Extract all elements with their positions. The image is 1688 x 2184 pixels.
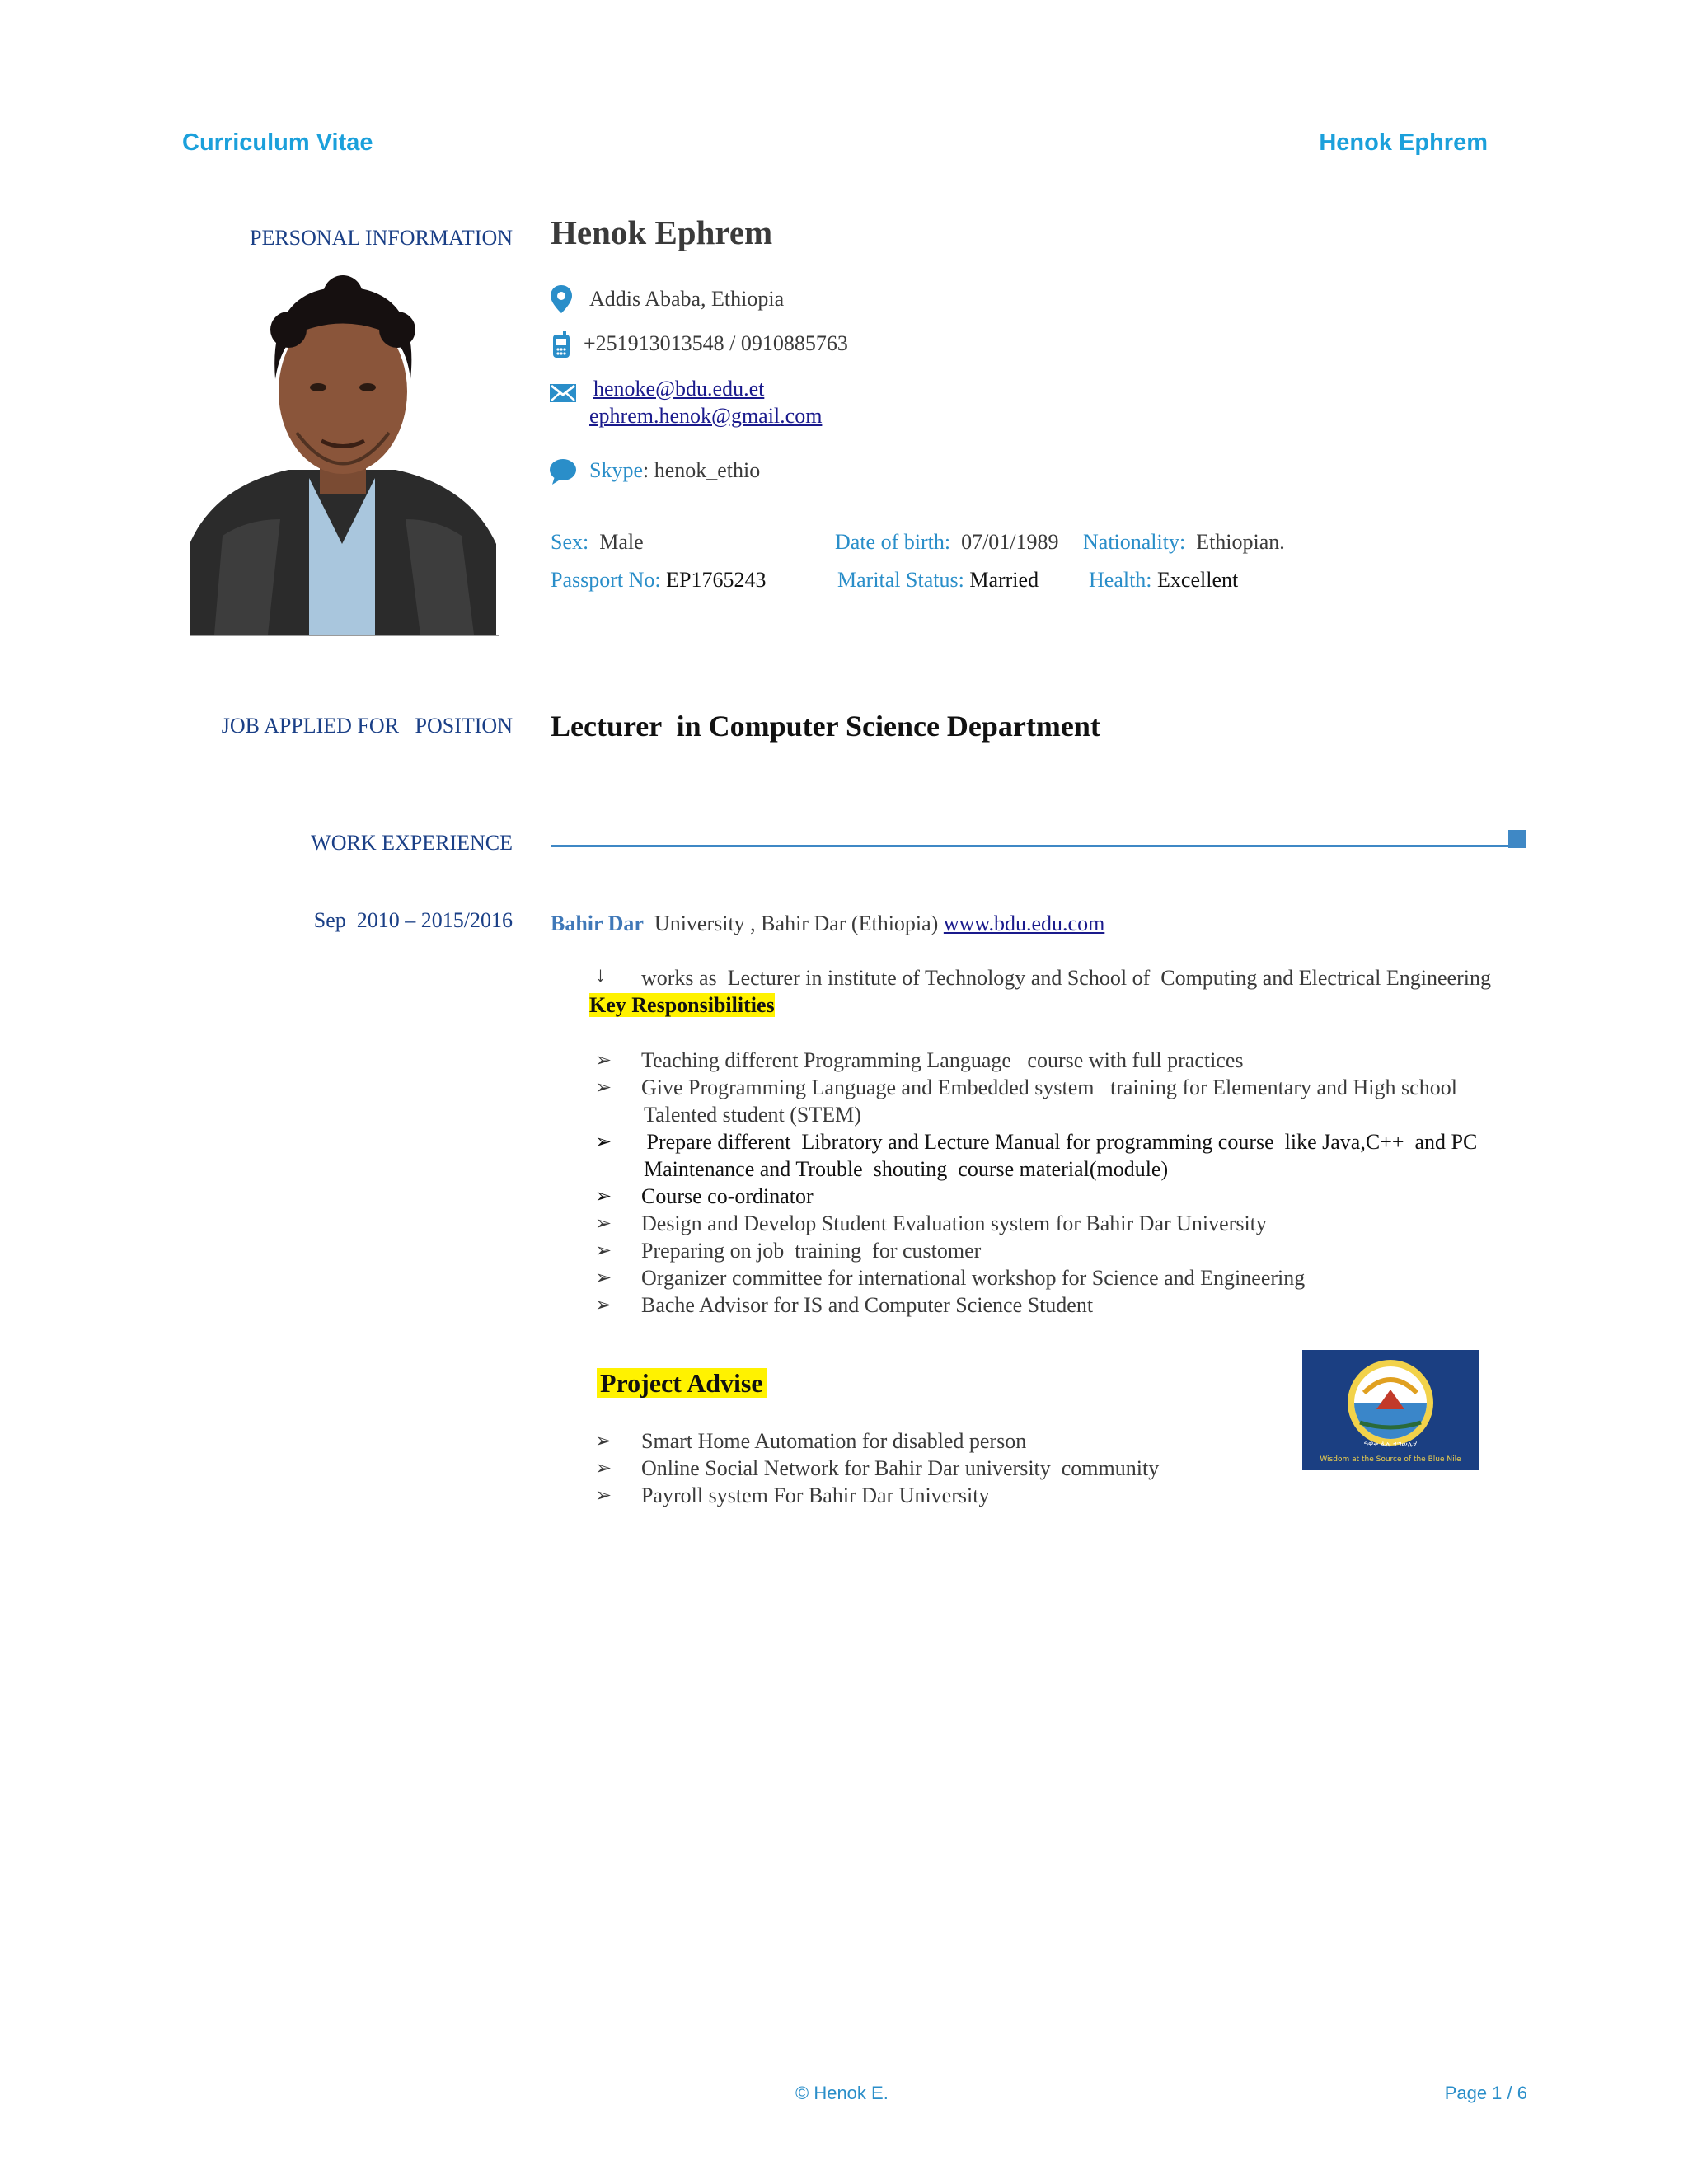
section-divider-square [1508, 830, 1526, 848]
employer-line [551, 912, 1104, 936]
passport-label: Passport No: [551, 568, 661, 592]
job-applied-label: JOB APPLIED FOR POSITION [221, 714, 513, 738]
marital-value: Married [969, 568, 1039, 592]
mobile-phone-icon [553, 331, 570, 362]
footer-page-number: Page 1 / 6 [1444, 2083, 1527, 2103]
logo-amharic-text: ዓዋቂ ፋሉ ተገሠሌሃ [1363, 1441, 1418, 1449]
list-item: ➢ Preparing on job training for customer [595, 1239, 982, 1263]
arrow-bullet-icon: ➢ [595, 1212, 612, 1235]
photo-underline [190, 635, 499, 636]
passport-field [551, 568, 766, 593]
nationality-field [1083, 530, 1285, 555]
email-link-work[interactable]: henoke@bdu.edu.et [593, 377, 765, 401]
arrow-bullet-icon: ➢ [595, 1048, 612, 1071]
arrow-bullet-icon: ➢ [595, 1293, 612, 1316]
sex-field [551, 530, 644, 555]
sex-value: Male [599, 530, 644, 554]
role-description: works as Lecturer in institute of Technology and School of Computing and Electrical Engineering [641, 966, 1491, 990]
personal-info-label: PERSONAL INFORMATION [249, 226, 513, 250]
role-arrow: ↓ [595, 963, 606, 987]
dob-label: Date of birth: [835, 530, 951, 554]
skype-label: Skype [589, 458, 643, 482]
arrow-bullet-icon: ➢ [595, 1076, 612, 1099]
arrow-bullet-icon: ➢ [595, 1130, 612, 1153]
sex-label: Sex: [551, 530, 589, 554]
employer-url-link[interactable]: www.bdu.edu.com [943, 912, 1105, 935]
health-label: Health: [1089, 568, 1152, 592]
email-link-gmail[interactable]: ephrem.henok@gmail.com [589, 404, 823, 428]
employer-location: University , Bahir Dar (Ethiopia) [654, 912, 939, 935]
list-item: ➢ Smart Home Automation for disabled person [595, 1429, 1027, 1453]
location-pin-icon [551, 285, 572, 317]
arrow-bullet-icon: ➢ [595, 1266, 612, 1289]
list-item: ➢ Bache Advisor for IS and Computer Science Student [595, 1293, 1094, 1317]
address: Addis Ababa, Ethiopia [589, 287, 785, 311]
skype-value: : henok_ethio [643, 458, 761, 482]
projects-list [595, 1427, 1159, 1509]
dob-field [835, 530, 1059, 555]
list-item: ➢ Course co-ordinator [595, 1184, 814, 1208]
email-envelope-icon [550, 384, 576, 406]
university-logo [1302, 1350, 1479, 1470]
project-advise-heading: Project Advise [597, 1368, 767, 1398]
marital-field [837, 568, 1039, 593]
employer-name: Bahir Dar [551, 912, 644, 935]
person-name: Henok Ephrem [551, 213, 773, 251]
dob-value: 07/01/1989 [961, 530, 1059, 554]
arrow-bullet-icon: ➢ [595, 1239, 612, 1262]
arrow-bullet-icon: ➢ [595, 1483, 612, 1507]
skype-line [589, 458, 760, 483]
arrow-bullet-icon: ➢ [595, 1184, 612, 1207]
marital-label: Marital Status: [837, 568, 964, 592]
profile-photo [190, 272, 496, 635]
arrow-bullet-icon: ➢ [595, 1456, 612, 1479]
job-title: Lecturer in Computer Science Department [551, 710, 1100, 743]
skype-chat-bubble-icon [550, 458, 576, 489]
list-item: ➢ Online Social Network for Bahir Dar university community [595, 1456, 1160, 1480]
arrow-bullet-icon: ➢ [595, 1429, 612, 1452]
health-value: Excellent [1157, 568, 1239, 592]
list-item: ➢ Design and Develop Student Evaluation system for Bahir Dar University [595, 1212, 1267, 1235]
nationality-label: Nationality: [1083, 530, 1186, 554]
header-left-title: Curriculum Vitae [182, 129, 373, 156]
footer-copyright: © Henok E. [795, 2083, 889, 2103]
work-experience-label: WORK EXPERIENCE [311, 831, 513, 855]
list-item: ➢ Teaching different Programming Language course with full practices [595, 1048, 1244, 1072]
health-field [1089, 568, 1238, 593]
list-item: ➢ Organizer committee for international workshop for Science and Engineering [595, 1266, 1306, 1290]
key-responsibilities-heading: Key Responsibilities [589, 993, 775, 1017]
list-item: ➢ Payroll system For Bahir Dar University [595, 1483, 990, 1507]
responsibilities-list [595, 1047, 1477, 1319]
logo-caption: Wisdom at the Source of the Blue Nile [1320, 1455, 1461, 1464]
list-item: ➢ Give Programming Language and Embedded system training for Elementary and High school Talented student (STEM) [595, 1076, 1457, 1127]
header-right-name: Henok Ephrem [1319, 129, 1488, 156]
phone-number: +251913013548 / 0910885763 [584, 331, 848, 355]
work-period: Sep 2010 – 2015/2016 [313, 908, 513, 932]
section-divider [551, 845, 1508, 847]
nationality-value: Ethiopian. [1196, 530, 1285, 554]
list-item: ➢ Prepare different Libratory and Lecture Manual for programming course like Java,C++ and PC Maintenance and Trouble shouting course material(module) [595, 1130, 1478, 1181]
passport-value: EP1765243 [666, 568, 767, 592]
